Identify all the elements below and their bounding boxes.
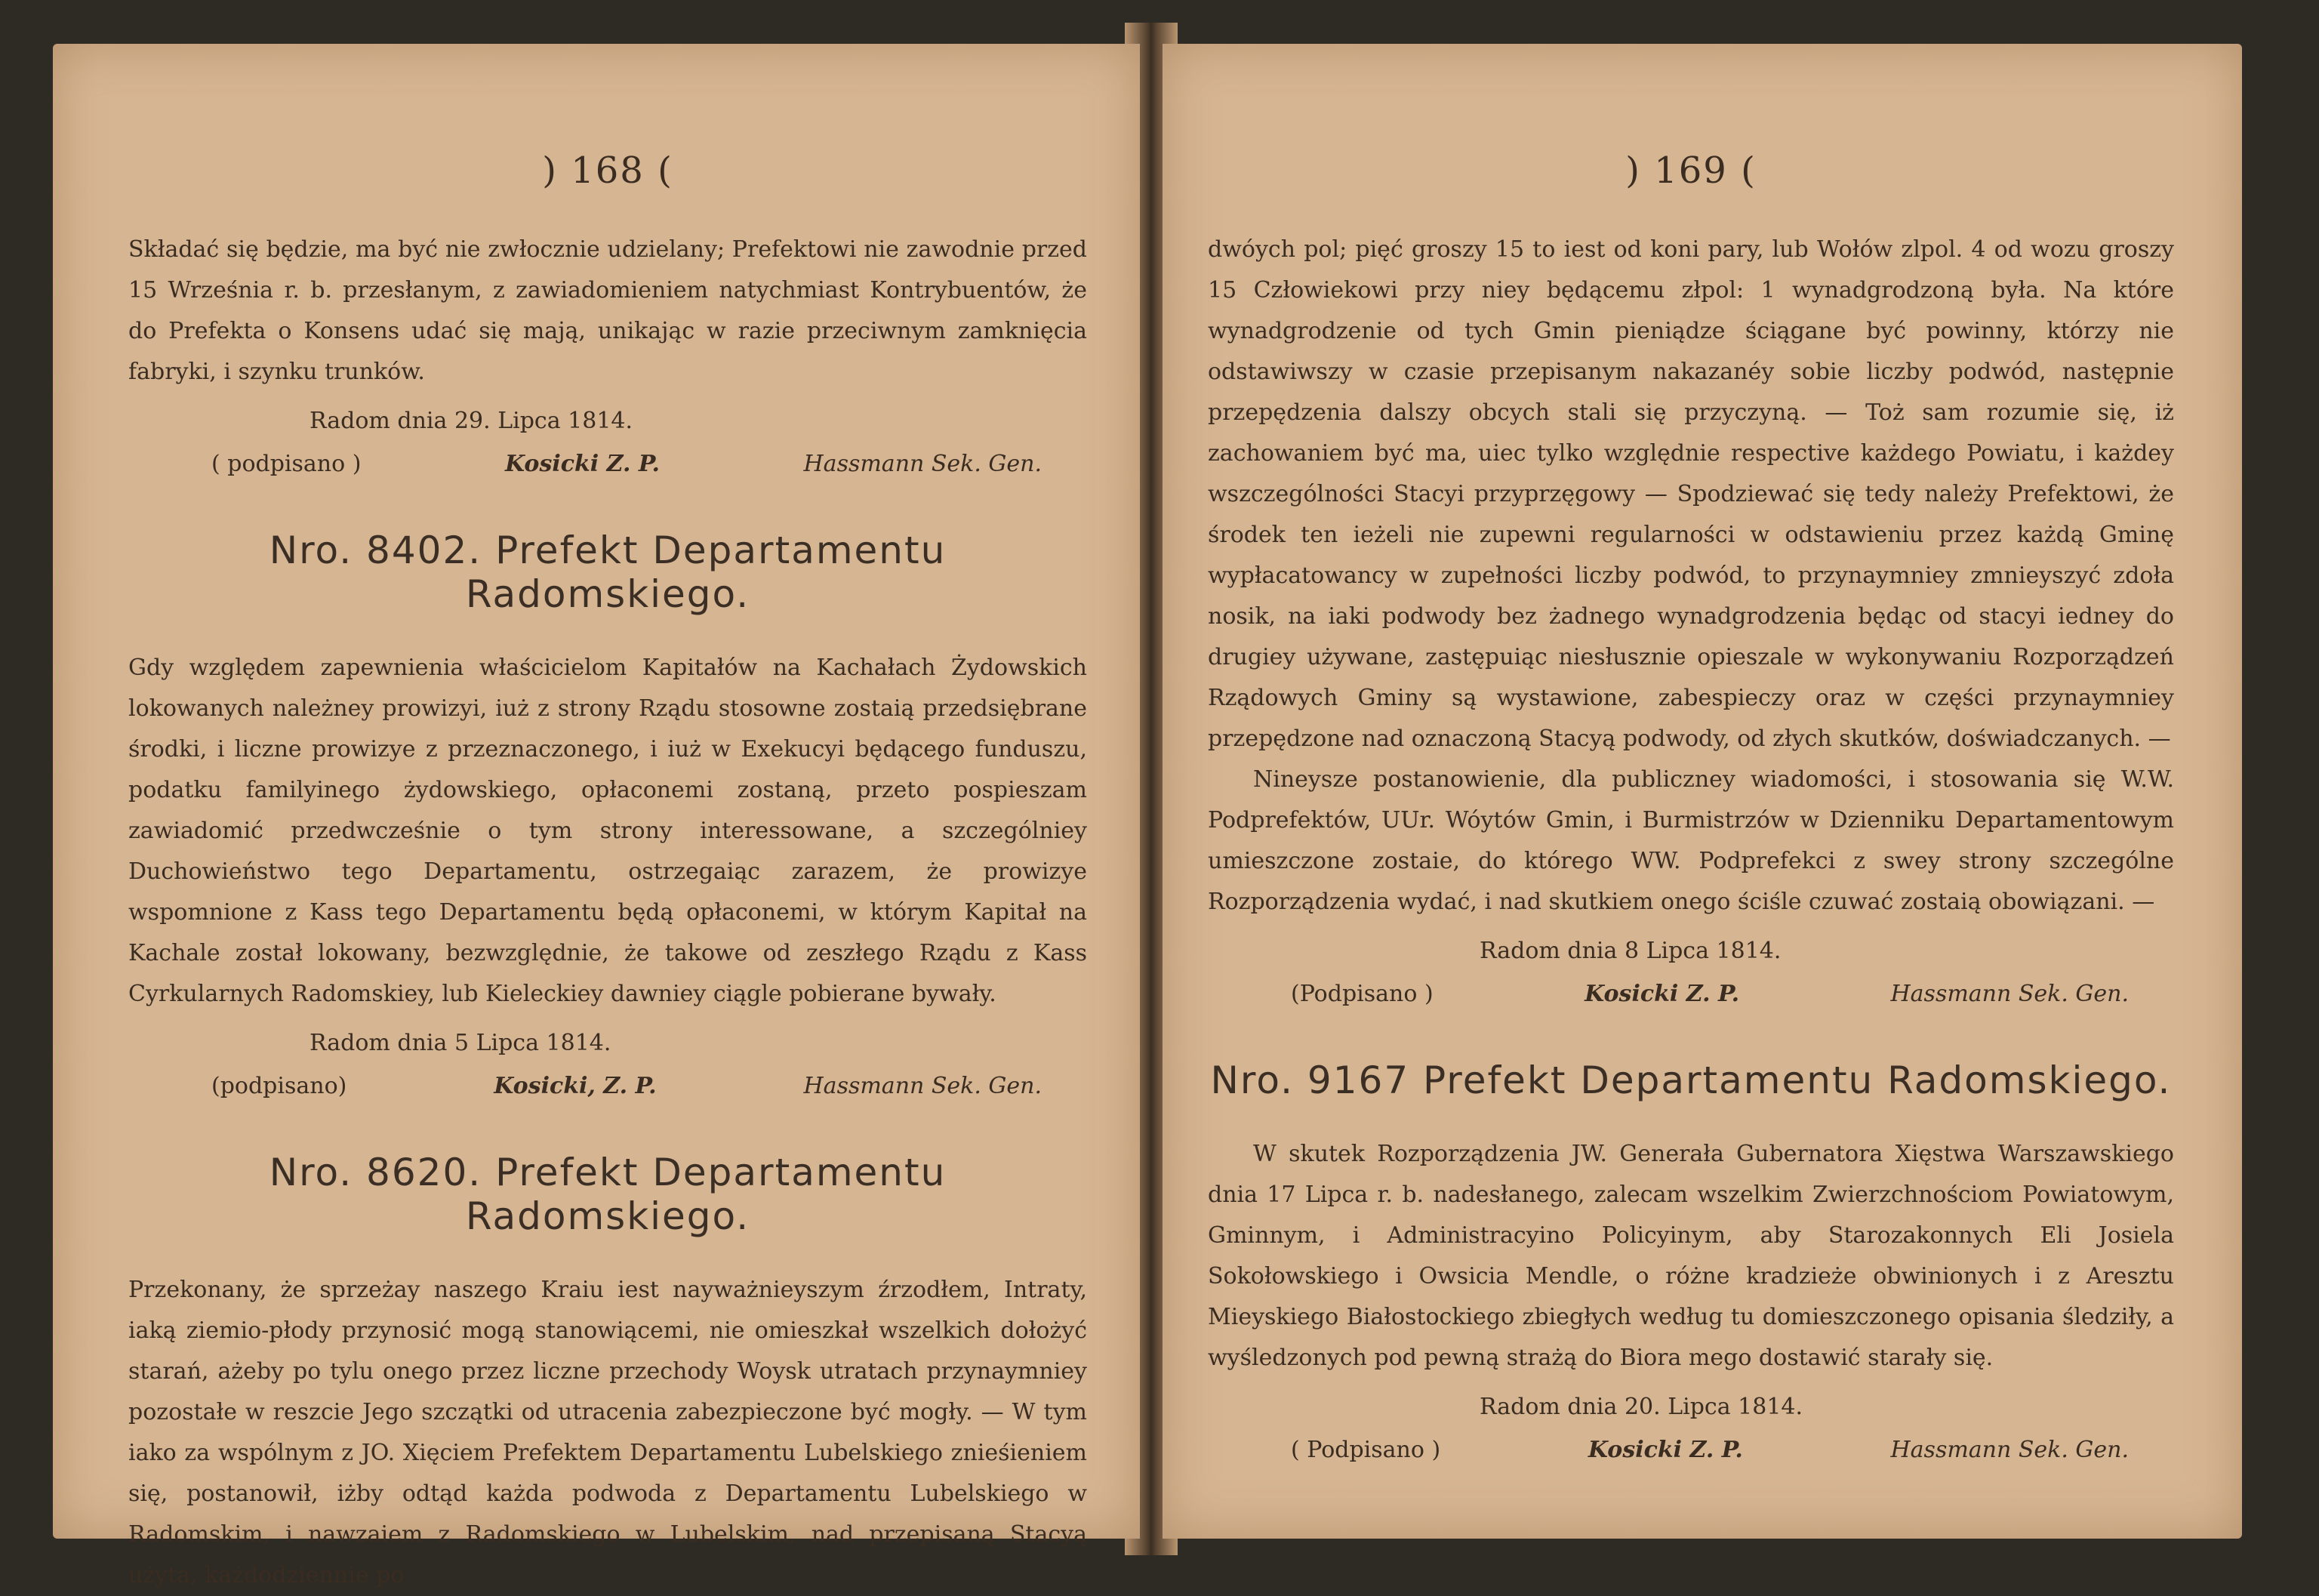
notice-body: Gdy względem zapewnienia właścicielom Kapitałów na Kachałach Żydowskich lokowanych należney prowizyi, iuż z strony Rządu stosowne zostaią przedsiębrane środki, i liczne prowizye z przeznaczonego, i iuż w Exekucyi będącego funduszu, podatku familyinego żydowskiego, opłaconemi zostaną, przeto pospieszam zawiadomić przedwcześnie o tym strony interessowane, a szczególniey Duchowieństwo tego Departamentu, ostrzegaiąc zarazem, że prowizye wspomnione z Kass tego Departamentu będą opłaconemi, w którym Kapitał na Kachale został lokowany, bezwzględnie, że takowe od zeszłego Rządu z Kass Cyrkularnych Radomskiey, lub Kieleckiey dawniey ciągle pobierane bywały. [128,655,1087,1007]
secretary-name: Hassmann Sek. Gen. [1890,1437,2129,1463]
signatory-name: Kosicki Z. P. [1588,1437,1743,1463]
signatory-name: Kosicki, Z. P. [494,1073,657,1099]
notice-heading: Nro. 8402. Prefekt Departamentu Radomskiego. [269,528,947,616]
publication-paragraph: Nineysze postanowienie, dla publiczney wiadomości, i stosowania się W.W. Podprefektów, UUr. Wóytów Gmin, i Burmistrzów w Dzienniku Departamentowym umieszczone zostaie, do którego WW. Podprefekci z swey strony szczególne Rozporządzenia wydać, i nad skutkiem onego ściśle czuwać zostaią obowiązani. — [1208,766,2174,915]
left-page-column [128,149,1087,1596]
signed-label: ( Podpisano ) [1291,1437,1441,1463]
notice-heading: Nro. 8620. Prefekt Departamentu Radomskiego. [269,1151,947,1238]
page-number: ) 168 ( [542,149,673,192]
secretary-name: Hassmann Sek. Gen. [803,451,1042,477]
secretary-name: Hassmann Sek. Gen. [803,1073,1042,1099]
signature-row [128,442,1087,486]
signature-date: Radom dnia 5 Lipca 1814. [310,1030,611,1056]
signature-row [128,1065,1087,1108]
signed-label: ( podpisano ) [211,451,362,477]
signatory-name: Kosicki Z. P. [1584,981,1740,1007]
right-page-column [1208,149,2174,1472]
signature-date: Radom dnia 8 Lipca 1814. [1480,938,1782,964]
signature-row [1208,972,2174,1016]
signed-label: (podpisano) [211,1073,347,1099]
signature-row [1208,1428,2174,1472]
right-page [1163,44,2242,1539]
left-page [53,44,1140,1588]
notice-body: W skutek Rozporządzenia JW. Generała Gubernatora Xięstwa Warszawskiego dnia 17 Lipca r. b. nadesłanego, zalecam wszelkim Zwierzchnościom Powiatowym, Gminnym, i Administracyino Policyinym, aby Starozakonnych Eli Josiela Sokołowskiego i Owsicia Mendle, o różne kradzieże obwinionych i z Aresztu Mieyskiego Białostockiego zbiegłych według tu domieszczonego opisania śledziły, a wyśledzonych pod pewną strażą do Biora mego dostawić starały się. [1208,1141,2174,1371]
notice-body: Przekonany, że sprzeżay naszego Kraiu iest nayważnieyszym źrzodłem, Intraty, iaką ziemio-płody przynosić mogą stanowiącemi, nie omieszkał wszelkich dołożyć starań, ażeby po tylu onego przez liczne przechody Woysk utratach przynaymniey pozostałe w reszcie Jego szczątki od utracenia zabezpieczone być mogły. — W tym iako za wspólnym z JO. Xięciem Prefektem Departamentu Lubelskiego znieśieniem się, postanowił, iżby odtąd każda podwoda z Departamentu Lubelskiego w Radomskim, i nawzaiem z Radomskiego w Lubelskim, nad przepisaną Stacyą użyta, każdodziennie po [128,1277,1087,1588]
notice-heading: Nro. 9167 Prefekt Departamentu Radomskiego. [1210,1058,2172,1102]
page-number: ) 169 ( [1625,149,1757,192]
intro-paragraph: Składać się będzie, ma być nie zwłocznie udzielany; Prefektowi nie zawodnie przed 15 Września r. b. przesłanym, z zawiadomieniem natychmiast Kontrybuentów, że do Prefekta o Konsens udać się mają, unikając w razie przeciwnym zamknięcia fabryki, i szynku trunków. [128,236,1087,385]
secretary-name: Hassmann Sek. Gen. [1890,981,2129,1007]
signature-date: Radom dnia 20. Lipca 1814. [1480,1394,1803,1420]
signatory-name: Kosicki Z. P. [505,451,660,477]
signed-label: (Podpisano ) [1291,981,1434,1007]
continuation-paragraph: dwóych pol; pięć groszy 15 to iest od koni pary, lub Wołów zlpol. 4 od wozu groszy 15 Człowiekowi przy niey będącemu złpol: 1 wynadgrodzoną była. Na które wynadgrodzenie od tych Gmin pieniądze ściągane być powinny, którzy nie odstawiwszy w czasie przepisanym nakazanéy sobie liczby podwód, następnie przepędzenia dalszy obcych stali się przyczyną. — Toż sam rozumie się, iż zachowaniem być ma, uiec tylko względnie respective każdego Powiatu, i każdey wszczególności Stacyi przyprzęgowy — Spodziewać się tedy należy Prefektowi, że środek ten ieżeli nie zupewni regularności w odstawieniu przez każdą Gminę wypłacatowancy w zupełności liczby podwód, to przynaymniey zmnieyszyć zdoła nosik, na iaki podwody bez żadnego wynadgrodzenia będąc od stacyi iedney do drugiey używane, zastępuiąc niesłusznie opieszale w wykonywaniu Rozporządzeń Rządowych Gminy są wystawione, zabespieczy oraz w części przynaymniey przepędzone nad oznaczoną Stacyą podwody, od złych skutków, doświadczanych. — [1208,236,2174,752]
signature-date: Radom dnia 29. Lipca 1814. [310,408,633,434]
